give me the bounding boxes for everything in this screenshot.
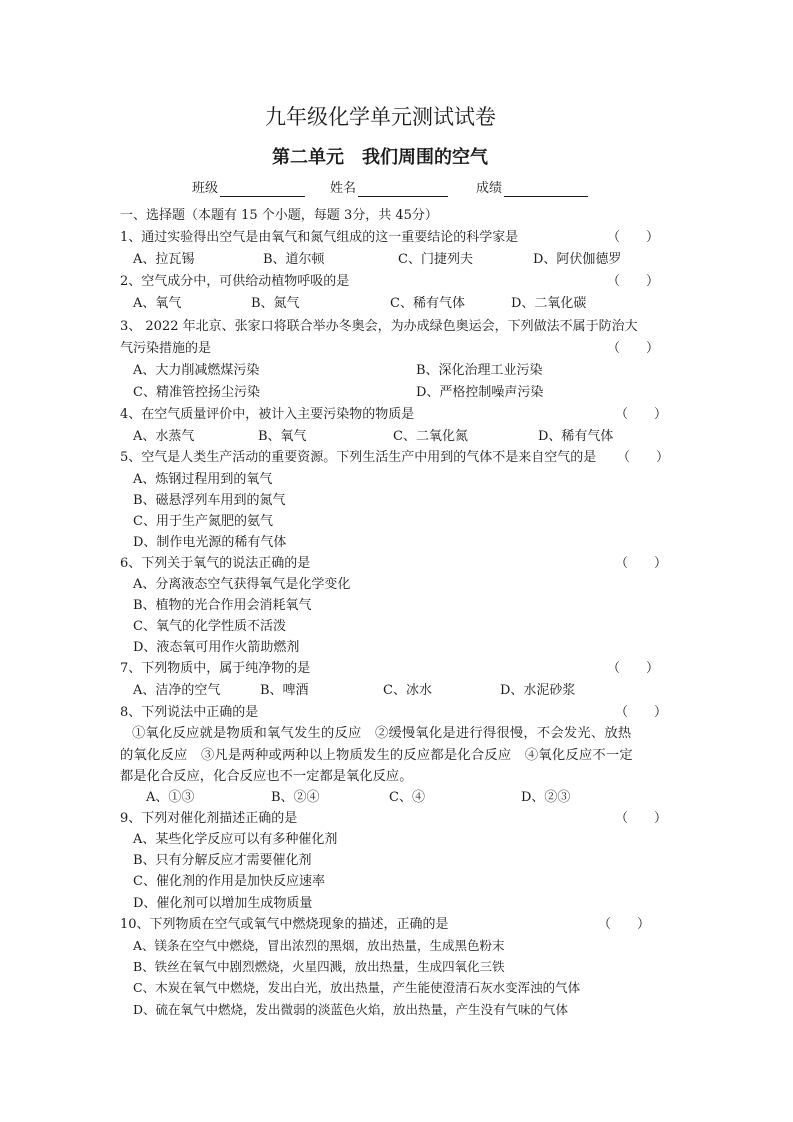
- option: C、门捷列夫: [398, 252, 473, 267]
- option: C、冰水: [383, 683, 432, 698]
- question-stem: 3、 2022 年北京、张家口将联合举办冬奥会，为办成绿色奥运会，下列做法不属于防治大: [120, 319, 638, 334]
- question-body: 都是化合反应，化合反应也不一定都是氧化反应。: [120, 769, 413, 784]
- question-stem: 9、下列对催化剂描述正确的是: [120, 811, 298, 826]
- option: A、镁条在空气中燃烧，冒出浓烈的黑烟，放出热量，生成黑色粉末: [133, 938, 505, 953]
- option: B、②④: [271, 790, 320, 805]
- option: A、洁净的空气: [133, 683, 221, 698]
- option: D、②③: [521, 790, 571, 805]
- answer-paren[interactable]: （ ）: [607, 230, 660, 245]
- option: B、深化治理工业污染: [416, 363, 543, 378]
- question-stem: 1、通过实验得出空气是由氧气和氮气组成的这一重要结论的科学家是: [120, 230, 519, 245]
- class-field[interactable]: [192, 181, 305, 197]
- option: A、拉瓦锡: [133, 252, 195, 267]
- answer-paren[interactable]: （ ）: [598, 917, 651, 932]
- option: A、大力削减燃煤污染: [133, 363, 260, 378]
- question-body: ①氧化反应就是物质和氧气发生的反应 ②缓慢氧化是进行得很慢，不会发光、放热: [132, 726, 632, 741]
- option: D、催化剂可以增加生成物质量: [133, 896, 313, 911]
- question-stem: 5、空气是人类生产活动的重要资源。下列生活生产中用到的气体不是来自空气的是: [120, 450, 597, 465]
- answer-paren[interactable]: （ ）: [615, 811, 668, 826]
- option: C、木炭在氧气中燃烧，发出白光，放出热量，产生能使澄清石灰水变浑浊的气体: [133, 980, 581, 995]
- answer-paren[interactable]: （ ）: [607, 341, 660, 356]
- name-blank[interactable]: [358, 182, 448, 197]
- option: B、植物的光合作用会消耗氧气: [133, 598, 312, 613]
- section-heading: 一、选择题（本题有 15 个小题，每题 3分，共 45分）: [120, 208, 438, 223]
- option: C、氧气的化学性质不活泼: [133, 619, 286, 634]
- question-stem: 6、下列关于氧气的说法正确的是: [120, 556, 311, 571]
- option: A、氧气: [133, 296, 182, 311]
- option: C、二氧化氮: [393, 429, 468, 444]
- question-stem: 7、下列物质中，属于纯净物的是: [120, 661, 311, 676]
- option: C、精准管控扬尘污染: [133, 385, 260, 400]
- option: A、炼钢过程用到的氧气: [133, 472, 273, 487]
- unit-subtitle: 第二单元 我们周围的空气: [272, 147, 488, 168]
- option: B、只有分解反应才需要催化剂: [133, 853, 312, 868]
- option: D、硫在氧气中燃烧，发出微弱的淡蓝色火焰，放出热量，产生没有气味的气体: [133, 1002, 569, 1017]
- option: C、用于生产氮肥的氨气: [133, 514, 273, 529]
- option: A、水蒸气: [133, 429, 195, 444]
- option: B、氧气: [258, 429, 307, 444]
- option: C、催化剂的作用是加快反应速率: [133, 874, 325, 889]
- answer-paren[interactable]: （ ）: [607, 274, 660, 289]
- page-title: 九年级化学单元测试试卷: [265, 105, 496, 129]
- score-label: 成绩: [476, 181, 503, 196]
- option: D、液态氧可用作火箭助燃剂: [133, 640, 300, 655]
- option: D、严格控制噪声污染: [416, 385, 544, 400]
- question-stem: 2、空气成分中，可供给动植物呼吸的是: [120, 274, 350, 289]
- question-stem: 10、下列物质在空气或氧气中燃烧现象的描述，正确的是: [120, 917, 449, 932]
- option: B、磁悬浮列车用到的氮气: [133, 493, 286, 508]
- answer-paren[interactable]: （ ）: [607, 661, 660, 676]
- option: C、稀有气体: [390, 296, 465, 311]
- option: B、啤酒: [260, 683, 309, 698]
- option: D、二氧化碳: [511, 296, 587, 311]
- option: A、某些化学反应可以有多种催化剂: [133, 832, 338, 847]
- score-blank[interactable]: [504, 182, 588, 197]
- option: C、④: [389, 790, 425, 805]
- question-stem-cont: 气污染措施的是: [120, 341, 212, 356]
- class-label: 班级: [192, 181, 219, 196]
- option: D、制作电光源的稀有气体: [133, 535, 287, 550]
- score-field[interactable]: [476, 181, 588, 197]
- question-body: 的氧化反应 ③凡是两种或两种以上物质发生的反应都是化合反应 ④氧化反应不一定: [120, 748, 633, 763]
- question-stem: 4、在空气质量评价中，被计入主要污染物的物质是: [120, 407, 415, 422]
- option: B、氮气: [251, 296, 300, 311]
- answer-paren[interactable]: （ ）: [617, 450, 670, 465]
- option: A、①③: [146, 790, 195, 805]
- name-label: 姓名: [330, 181, 357, 196]
- answer-paren[interactable]: （ ）: [615, 705, 668, 720]
- answer-paren[interactable]: （ ）: [615, 556, 668, 571]
- option: D、稀有气体: [538, 429, 614, 444]
- answer-paren[interactable]: （ ）: [615, 407, 668, 422]
- option: A、分离液态空气获得氧气是化学变化: [133, 577, 351, 592]
- option: B、道尔顿: [263, 252, 325, 267]
- question-stem: 8、下列说法中正确的是: [120, 705, 259, 720]
- name-field[interactable]: [330, 181, 448, 197]
- option: D、阿伏伽德罗: [533, 252, 622, 267]
- option: D、水泥砂浆: [500, 683, 576, 698]
- class-blank[interactable]: [220, 182, 305, 197]
- option: B、铁丝在氧气中剧烈燃烧，火星四溅，放出热量，生成四氧化三铁: [133, 959, 505, 974]
